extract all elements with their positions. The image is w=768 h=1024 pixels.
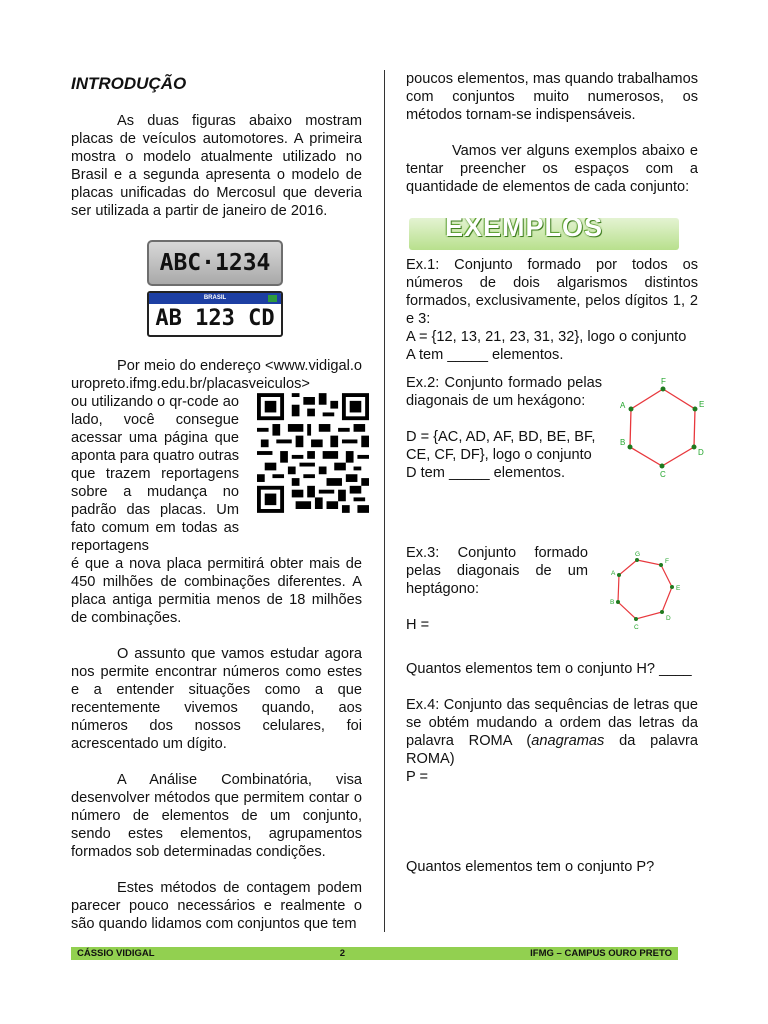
- example-1-text: Ex.1: Conjunto formado por todos os números de dois algarismos distintos formados, exclusivamente, pelos dígitos 1, 2 e 3:: [406, 257, 698, 327]
- vertex-label: F: [665, 558, 669, 565]
- vertex-label: E: [676, 585, 681, 592]
- examples-banner: [409, 218, 679, 250]
- page-footer: [71, 947, 678, 960]
- example-3-set: H =: [406, 617, 430, 633]
- intro-paragraph: As duas figuras abaixo mostram placas de veículos automotores. A primeira mostra o modelo atualmente utilizado no Brasil e a segunda apresenta o modelo de placas unificadas do Mercosul que deveria ser utilizada a partir de janeiro de 2016.: [71, 113, 362, 219]
- vertex-label: C: [634, 624, 639, 631]
- example-2-set: D = {AC, AD, AF, BD, BE, BF, CE, CF, DF}, logo o conjunto D tem _____ elementos.: [406, 429, 596, 481]
- vertex-label: A: [611, 570, 616, 577]
- continuation-paragraph: poucos elementos, mas quando trabalhamos com conjuntos muito numerosos, os métodos tornam-se indispensáveis.: [406, 71, 698, 123]
- heptagon-figure: [604, 550, 700, 642]
- example-4-text: Ex.4: Conjunto das sequências de letras que se obtém mudando a ordem das letras da palavra ROMA (anagramas da palavra ROMA): [406, 697, 698, 767]
- right-column: [406, 70, 705, 876]
- vertex-label: D: [698, 448, 704, 457]
- vertex-label: B: [620, 438, 626, 447]
- examples-banner-label: EXEMPLOS: [445, 218, 604, 242]
- address-paragraph: Por meio do endereço <www.vidigal.ouropreto.ifmg.edu.br/placasveiculos>: [71, 358, 362, 392]
- section-title: INTRODUÇÃO: [71, 74, 187, 93]
- footer-author: CÁSSIO VIDIGAL: [77, 948, 155, 959]
- subject-paragraph: O assunto que vamos estudar agora nos permite encontrar números como estes e a entender situações como a que recentemente vivemos quando, aos números dos nossos celulares, foi acrescentado um dígito.: [71, 646, 362, 752]
- examples-intro-paragraph: Vamos ver alguns exemplos abaixo e tentar preencher os espaços com a quantidade de elementos de cada conjunto:: [406, 143, 698, 195]
- mercosul-plate-number: AB 123 CD: [155, 306, 275, 331]
- combinatorics-paragraph: A Análise Combinatória, visa desenvolver métodos que permitem contar o número de elementos de um conjunto, sendo estes elementos, agrupamentos formados sob determinadas condições.: [71, 772, 362, 860]
- example-4-question: Quantos elementos tem o conjunto P?: [406, 859, 655, 875]
- mercosul-plate-image: [147, 291, 283, 337]
- vertex-label: E: [699, 400, 705, 409]
- plate-band-label: BRASIL: [203, 295, 227, 301]
- vertex-label: A: [620, 401, 626, 410]
- vertex-label: F: [661, 377, 666, 386]
- vertex-label: G: [635, 551, 641, 558]
- qr-paragraph: ou utilizando o qr-code ao lado, você consegue acessar uma página que aponta para quatro outras que trazem reportagens sobre a mudança no padrão das placas. Um fato comum em todas as reportagens: [71, 394, 239, 554]
- footer-institution: IFMG – CAMPUS OURO PRETO: [530, 948, 672, 959]
- license-plates-figure: [147, 240, 285, 337]
- hexagon-figure: [612, 374, 712, 478]
- column-divider: [384, 70, 385, 932]
- example-3-text: Ex.3: Conjunto formado pelas diagonais de um heptágono:: [406, 545, 588, 597]
- qr-code-image[interactable]: [257, 393, 369, 513]
- example-4-set: P =: [406, 769, 429, 785]
- vertex-label: C: [660, 470, 666, 478]
- footer-page-number: 2: [339, 948, 346, 959]
- example-2-text: Ex.2: Conjunto formado pelas diagonais de um hexágono:: [406, 375, 602, 409]
- methods-paragraph: Estes métodos de contagem podem parecer pouco necessários e realmente o são quando lidamos com conjuntos que tem: [71, 880, 362, 932]
- vertex-label: D: [666, 615, 671, 622]
- old-plate-image: ABC·1234: [147, 240, 283, 286]
- example-3-question: Quantos elementos tem o conjunto H? ____: [406, 661, 692, 677]
- example-1-set: A = {12, 13, 21, 23, 31, 32}, logo o conjunto A tem _____ elementos.: [406, 329, 687, 363]
- left-column: [71, 70, 362, 933]
- brazil-flag-icon: [268, 295, 277, 302]
- combinations-paragraph: é que a nova placa permitirá obter mais de 450 milhões de combinações diferentes. A placa antiga permitia menos de 18 milhões de combinações.: [71, 556, 362, 626]
- vertex-label: B: [610, 599, 615, 606]
